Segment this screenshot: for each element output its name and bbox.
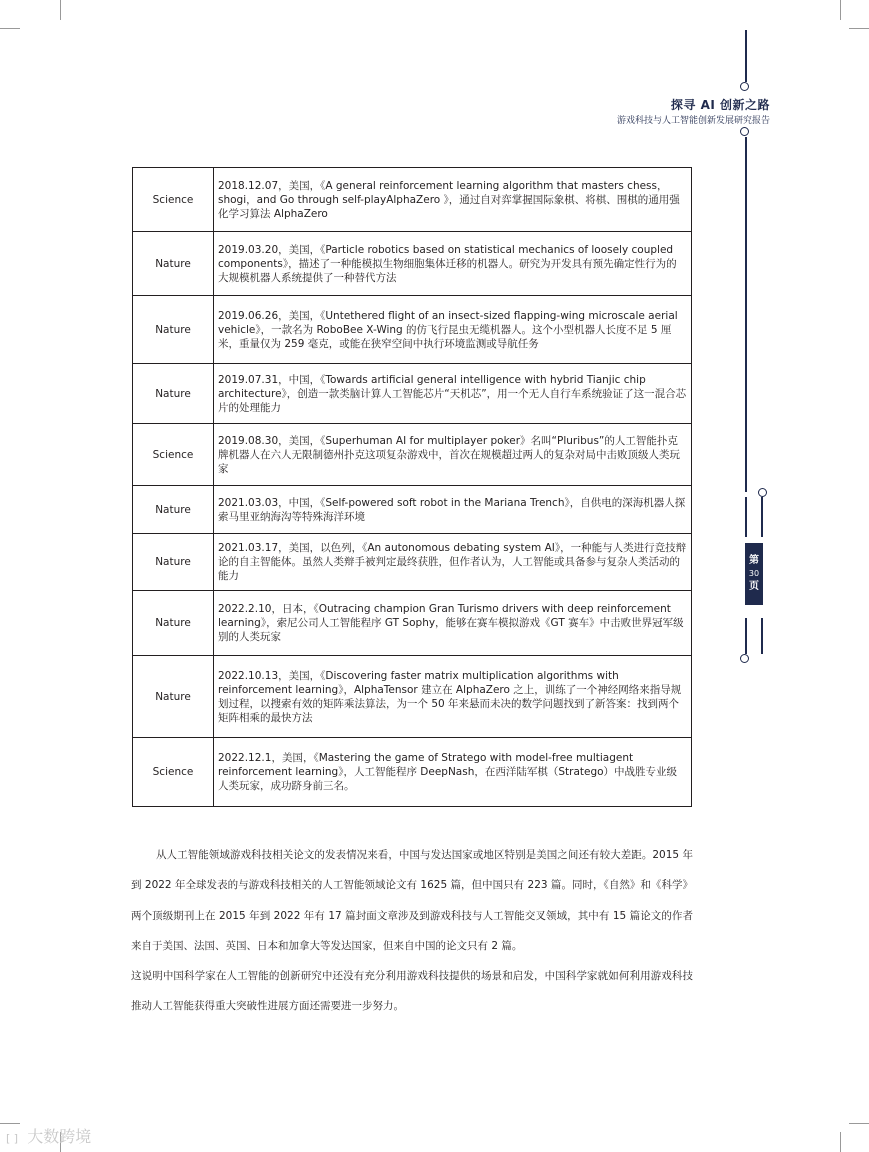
decor-line <box>761 618 763 654</box>
journal-cell: Nature <box>133 656 214 738</box>
page-badge-bottom: 页 <box>749 580 759 592</box>
description-cell: 2019.06.26，美国，《Untethered flight of an insect-sized flapping-wing microscale aerial vehicle》，一款名为 RoboBee X-Wing 的仿飞行昆虫无缆机器人。这个小型机器人长度不足 5 厘米，重量仅为 259 毫克，或能在狭窄空间中执行环境监测或导航任务 <box>214 296 692 364</box>
crop-mark <box>840 0 841 20</box>
journal-cell: Nature <box>133 486 214 534</box>
table-row <box>133 168 692 232</box>
decor-line <box>745 497 747 537</box>
journal-cell: Nature <box>133 232 214 296</box>
header-title: 探寻 AI 创新之路 <box>670 98 770 112</box>
description-cell: 2019.08.30，美国，《Superhuman AI for multiplayer poker》名叫“Pluribus”的人工智能扑克牌机器人在六人无限制德州扑克这项复杂游戏中，首次在规模超过两人的复杂对局中击败顶级人类玩家 <box>214 424 692 486</box>
body-text <box>131 840 693 1022</box>
decor-line <box>745 30 747 82</box>
paragraph-intro: 从人工智能领域游戏科技相关论文的发表情况来看，中国与发达国家或地区特别是美国之间还有较大差距。2015 年到 2022 年全球发表的与游戏科技相关的人工智能领域论文有 1625 篇，但中国只有 223 篇。同时，《自然》和《科学》两个顶级期刊上在 2015 年到 2022 年有 17 篇封面文章涉及到游戏科技与人工智能交叉领域，其中有 15 篇论文的作者来自于美国、法国、英国、日本和加拿大等发达国家，但来自中国的论文只有 2 篇。 <box>131 849 693 952</box>
description-cell: 2022.2.10，日本，《Outracing champion Gran Turismo drivers with deep reinforcement learning》，索尼公司人工智能程序 GT Sophy，能够在赛车模拟游戏《GT 赛车》中击败世界冠军级别的人类玩家 <box>214 591 692 656</box>
crop-mark <box>60 0 61 20</box>
journal-cell: Science <box>133 424 214 486</box>
description-cell: 2019.07.31，中国，《Towards artificial general intelligence with hybrid Tianjic chip architecture》，创造一款类脑计算人工智能芯片“天机芯”，用一个无人自行车系统验证了这一混合芯片的处理能力 <box>214 364 692 424</box>
description-cell: 2018.12.07，美国，《A general reinforcement learning algorithm that masters chess，shogi，and Go through self-playAlphaZero 》，通过自对弈掌握国际象棋、将棋、围棋的通用强化学习算法 AlphaZero <box>214 168 692 232</box>
table-row <box>133 656 692 738</box>
watermark-logo: [ ] <box>6 1132 19 1145</box>
journal-cell: Nature <box>133 296 214 364</box>
description-cell: 2022.12.1，美国，《Mastering the game of Stratego with model-free multiagent reinforcement learning》，人工智能程序 DeepNash，在西洋陆军棋（Stratego）中战胜专业级人类玩家，成功跻身前三名。 <box>214 738 692 807</box>
header-subtitle: 游戏科技与人工智能创新发展研究报告 <box>616 116 770 126</box>
watermark-text: 大数跨境 <box>27 1127 92 1146</box>
table-row <box>133 364 692 424</box>
table-row <box>133 534 692 591</box>
table-row <box>133 296 692 364</box>
table-row <box>133 486 692 534</box>
journal-cell: Science <box>133 168 214 232</box>
page-number-badge <box>745 543 763 605</box>
decor-line <box>745 137 747 427</box>
decor-line <box>745 618 747 654</box>
journal-cell: Science <box>133 738 214 807</box>
page-badge-top: 第 <box>749 555 759 567</box>
table-row <box>133 232 692 296</box>
paragraph-conclusion: 这说明中国科学家在人工智能的创新研究中还没有充分利用游戏科技提供的场景和启发，中国科学家就如何利用游戏科技推动人工智能获得重大突破性进展方面还需要进一步努力。 <box>131 970 693 1013</box>
crop-mark <box>849 1123 869 1124</box>
decor-line <box>745 427 747 492</box>
decor-circle <box>740 127 749 136</box>
table-row <box>133 591 692 656</box>
decor-circle <box>740 654 749 663</box>
watermark <box>6 1124 91 1147</box>
table-row <box>133 738 692 807</box>
crop-mark <box>0 28 20 29</box>
decor-circle <box>740 82 749 91</box>
journal-cell: Nature <box>133 591 214 656</box>
description-cell: 2021.03.03，中国，《Self-powered soft robot in the Mariana Trench》，自供电的深海机器人探索马里亚纳海沟等特殊海洋环境 <box>214 486 692 534</box>
description-cell: 2019.03.20，美国，《Particle robotics based on statistical mechanics of loosely coupled components》，描述了一种能模拟生物细胞集体迁移的机器人。研究为开发具有预先确定性行为的大规模机器人系统提供了一种替代方法 <box>214 232 692 296</box>
crop-mark <box>840 1132 841 1152</box>
papers-table <box>132 167 692 807</box>
table-row <box>133 424 692 486</box>
description-cell: 2022.10.13，美国，《Discovering faster matrix multiplication algorithms with reinforcement learning》，AlphaTensor 建立在 AlphaZero 之上，训练了一个神经网络来指导规划过程，以搜索有效的矩阵乘法算法，为一个 50 年来悬而未决的数学问题找到了新答案：找到两个矩阵相乘的最快方法 <box>214 656 692 738</box>
decor-circle <box>758 488 767 497</box>
page-number: 30 <box>748 569 760 579</box>
description-cell: 2021.03.17，美国，以色列，《An autonomous debating system AI》，一种能与人类进行竞技辩论的自主智能体。虽然人类辩手被判定最终获胜，但作者认为，人工智能或具备参与复杂人类活动的能力 <box>214 534 692 591</box>
journal-cell: Nature <box>133 534 214 591</box>
crop-mark <box>849 28 869 29</box>
decor-line <box>761 497 763 537</box>
journal-cell: Nature <box>133 364 214 424</box>
